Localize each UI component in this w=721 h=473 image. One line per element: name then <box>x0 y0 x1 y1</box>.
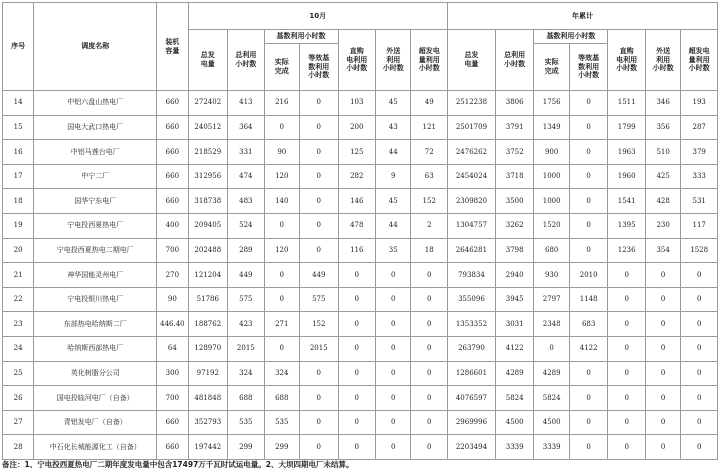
table-cell: 21 <box>3 263 34 288</box>
table-cell: 0 <box>411 435 448 460</box>
table-cell: 0 <box>569 361 608 386</box>
table-cell: 1963 <box>608 140 646 165</box>
cell-plant-name: 中铝六盘山热电厂 <box>34 91 157 116</box>
table-row <box>3 361 718 386</box>
table-cell: 1541 <box>608 189 646 214</box>
table-cell: 0 <box>264 287 299 312</box>
table-cell: 0 <box>376 336 411 361</box>
table-cell: 0 <box>569 410 608 435</box>
header-ytd-group: 年累计 <box>447 3 717 30</box>
table-cell: 379 <box>681 140 718 165</box>
table-cell: 660 <box>157 435 188 460</box>
header-capacity: 装机 容量 <box>157 3 188 91</box>
table-cell: 510 <box>645 140 680 165</box>
table-cell: 202488 <box>188 238 228 263</box>
table-cell: 2010 <box>569 263 608 288</box>
table-cell: 121204 <box>188 263 228 288</box>
cell-plant-name: 中宁二厂 <box>34 164 157 189</box>
table-cell: 0 <box>569 140 608 165</box>
table-cell: 63 <box>411 164 448 189</box>
table-cell: 19 <box>3 213 34 238</box>
table-cell: 3752 <box>495 140 534 165</box>
table-cell: 0 <box>645 361 680 386</box>
table-cell: 125 <box>338 140 376 165</box>
cell-plant-name: 国华宁东电厂 <box>34 189 157 214</box>
table-cell: 0 <box>338 336 376 361</box>
table-row <box>3 410 718 435</box>
table-cell: 0 <box>338 435 376 460</box>
table-row <box>3 336 718 361</box>
header-actual: 实际 完成 <box>264 44 299 91</box>
table-cell: 2454024 <box>447 164 495 189</box>
table-cell: 188762 <box>188 312 228 337</box>
cell-plant-name: 宁电投西夏热电厂 <box>34 213 157 238</box>
table-cell: 51786 <box>188 287 228 312</box>
table-cell: 575 <box>299 287 338 312</box>
table-cell: 200 <box>338 115 376 140</box>
table-cell: 0 <box>681 263 718 288</box>
table-cell: 660 <box>157 91 188 116</box>
table-cell: 481848 <box>188 386 228 411</box>
generation-table <box>2 2 718 460</box>
table-cell: 423 <box>228 312 264 337</box>
table-cell: 3806 <box>495 91 534 116</box>
table-cell: 535 <box>228 410 264 435</box>
header-month-group: 10月 <box>188 3 447 30</box>
table-cell: 282 <box>338 164 376 189</box>
table-cell: 2476262 <box>447 140 495 165</box>
table-cell: 0 <box>376 410 411 435</box>
table-cell: 0 <box>645 435 680 460</box>
table-row <box>3 140 718 165</box>
table-cell: 4289 <box>534 361 569 386</box>
table-cell: 324 <box>264 361 299 386</box>
table-cell: 4076597 <box>447 386 495 411</box>
table-cell: 90 <box>264 140 299 165</box>
table-cell: 352793 <box>188 410 228 435</box>
table-cell: 24 <box>3 336 34 361</box>
cell-plant-name: 哈纳斯西部热电厂 <box>34 336 157 361</box>
table-cell: 575 <box>228 287 264 312</box>
table-cell: 15 <box>3 115 34 140</box>
table-cell: 0 <box>299 91 338 116</box>
table-cell: 287 <box>681 115 718 140</box>
table-row <box>3 263 718 288</box>
table-row <box>3 213 718 238</box>
table-cell: 209405 <box>188 213 228 238</box>
table-cell: 660 <box>157 189 188 214</box>
table-cell: 2348 <box>534 312 569 337</box>
table-cell: 660 <box>157 164 188 189</box>
header-total-hours: 总利用 小时数 <box>228 30 264 91</box>
table-cell: 152 <box>299 312 338 337</box>
table-cell: 3791 <box>495 115 534 140</box>
table-cell: 1286601 <box>447 361 495 386</box>
table-cell: 0 <box>645 287 680 312</box>
table-cell: 45 <box>376 91 411 116</box>
table-cell: 44 <box>376 140 411 165</box>
table-cell: 0 <box>681 336 718 361</box>
table-cell: 103 <box>338 91 376 116</box>
table-cell: 270 <box>157 263 188 288</box>
table-cell: 5824 <box>534 386 569 411</box>
table-cell: 0 <box>681 410 718 435</box>
table-cell: 1349 <box>534 115 569 140</box>
table-cell: 400 <box>157 213 188 238</box>
header-excess: 超发电 量利用 小时数 <box>411 30 448 91</box>
table-cell: 116 <box>338 238 376 263</box>
table-cell: 20 <box>3 238 34 263</box>
table-cell: 16 <box>3 140 34 165</box>
table-cell: 312956 <box>188 164 228 189</box>
header-ytd-direct: 直购 电利用 小时数 <box>608 30 646 91</box>
table-row <box>3 189 718 214</box>
table-cell: 0 <box>534 336 569 361</box>
table-cell: 0 <box>569 115 608 140</box>
table-row <box>3 91 718 116</box>
table-cell: 0 <box>264 263 299 288</box>
table-cell: 0 <box>608 361 646 386</box>
header-ytd-excess: 超发电 量利用 小时数 <box>681 30 718 91</box>
table-row <box>3 386 718 411</box>
cell-plant-name: 中石化长城能源化工（自备） <box>34 435 157 460</box>
table-cell: 2501709 <box>447 115 495 140</box>
table-cell: 14 <box>3 91 34 116</box>
table-cell: 72 <box>411 140 448 165</box>
table-cell: 0 <box>681 287 718 312</box>
table-cell: 3945 <box>495 287 534 312</box>
table-cell: 413 <box>228 91 264 116</box>
table-cell: 660 <box>157 410 188 435</box>
table-cell: 4122 <box>495 336 534 361</box>
table-cell: 324 <box>228 361 264 386</box>
table-cell: 354 <box>645 238 680 263</box>
table-cell: 1395 <box>608 213 646 238</box>
header-ytd-total-hours: 总利用 小时数 <box>495 30 534 91</box>
table-cell: 3339 <box>495 435 534 460</box>
table-cell: 1236 <box>608 238 646 263</box>
table-cell: 64 <box>157 336 188 361</box>
table-cell: 0 <box>376 361 411 386</box>
table-cell: 0 <box>376 386 411 411</box>
table-cell: 355096 <box>447 287 495 312</box>
table-cell: 263790 <box>447 336 495 361</box>
table-cell: 45 <box>376 189 411 214</box>
table-row <box>3 115 718 140</box>
table-cell: 18 <box>411 238 448 263</box>
table-cell: 346 <box>645 91 680 116</box>
table-cell: 299 <box>264 435 299 460</box>
table-cell: 23 <box>3 312 34 337</box>
table-cell: 483 <box>228 189 264 214</box>
header-ytd-base-group: 基数利用小时数 <box>534 30 608 44</box>
cell-plant-name: 国电大武口热电厂 <box>34 115 157 140</box>
table-cell: 0 <box>645 410 680 435</box>
header-ytd-actual: 实际 完成 <box>534 44 569 91</box>
cell-plant-name: 宁电投西夏热电二期电厂 <box>34 238 157 263</box>
table-cell: 900 <box>534 140 569 165</box>
table-cell: 0 <box>608 386 646 411</box>
header-base-group: 基数利用小时数 <box>264 30 338 44</box>
table-cell: 474 <box>228 164 264 189</box>
table-body <box>3 91 718 460</box>
table-cell: 3798 <box>495 238 534 263</box>
table-row <box>3 238 718 263</box>
table-cell: 2015 <box>299 336 338 361</box>
table-cell: 146 <box>338 189 376 214</box>
table-cell: 0 <box>681 312 718 337</box>
table-cell: 0 <box>608 410 646 435</box>
table-cell: 1520 <box>534 213 569 238</box>
table-cell: 35 <box>376 238 411 263</box>
cell-plant-name: 神华国能灵州电厂 <box>34 263 157 288</box>
table-cell: 140 <box>264 189 299 214</box>
table-row <box>3 287 718 312</box>
table-cell: 240512 <box>188 115 228 140</box>
table-cell: 0 <box>569 91 608 116</box>
cell-plant-name: 国电投临河电厂（自备） <box>34 386 157 411</box>
table-cell: 0 <box>569 238 608 263</box>
table-cell: 0 <box>299 386 338 411</box>
table-cell: 0 <box>299 435 338 460</box>
header-equivalent: 等效基 数利用 小时数 <box>299 44 338 91</box>
footnote: 备注：1、宁电投西夏热电厂二期年度发电量中包含17497万千瓦时试运电量。2、大坝四期电厂未结算。 <box>2 460 354 469</box>
table-cell: 5824 <box>495 386 534 411</box>
table-cell: 271 <box>264 312 299 337</box>
table-cell: 216 <box>264 91 299 116</box>
header-direct: 直购 电利用 小时数 <box>338 30 376 91</box>
table-cell: 0 <box>376 263 411 288</box>
table-cell: 425 <box>645 164 680 189</box>
table-cell: 0 <box>608 435 646 460</box>
table-cell: 4500 <box>495 410 534 435</box>
table-cell: 680 <box>534 238 569 263</box>
table-cell: 1353352 <box>447 312 495 337</box>
table-cell: 0 <box>299 115 338 140</box>
table-cell: 793834 <box>447 263 495 288</box>
table-cell: 688 <box>228 386 264 411</box>
table-cell: 1799 <box>608 115 646 140</box>
table-cell: 331 <box>228 140 264 165</box>
table-cell: 4500 <box>534 410 569 435</box>
table-cell: 0 <box>645 336 680 361</box>
table-cell: 0 <box>681 386 718 411</box>
table-cell: 97192 <box>188 361 228 386</box>
table-cell: 128970 <box>188 336 228 361</box>
cell-plant-name: 宁电投银川热电厂 <box>34 287 157 312</box>
table-row <box>3 312 718 337</box>
table-cell: 3718 <box>495 164 534 189</box>
table-cell: 0 <box>338 312 376 337</box>
header-export: 外送 利用 小时数 <box>376 30 411 91</box>
table-row <box>3 164 718 189</box>
table-cell: 230 <box>645 213 680 238</box>
table-cell: 700 <box>157 238 188 263</box>
table-cell: 120 <box>264 238 299 263</box>
table-cell: 0 <box>299 164 338 189</box>
table-cell: 289 <box>228 238 264 263</box>
table-cell: 2940 <box>495 263 534 288</box>
table-cell: 4122 <box>569 336 608 361</box>
table-cell: 1960 <box>608 164 646 189</box>
table-cell: 660 <box>157 115 188 140</box>
table-cell: 428 <box>645 189 680 214</box>
table-cell: 688 <box>264 386 299 411</box>
table-cell: 0 <box>299 410 338 435</box>
table-cell: 1148 <box>569 287 608 312</box>
table-cell: 0 <box>569 213 608 238</box>
table-cell: 3262 <box>495 213 534 238</box>
table-cell: 0 <box>264 115 299 140</box>
table-cell: 299 <box>228 435 264 460</box>
header-ytd-total-gen: 总发 电量 <box>447 30 495 91</box>
table-cell: 318738 <box>188 189 228 214</box>
table-cell: 535 <box>264 410 299 435</box>
table-cell: 3500 <box>495 189 534 214</box>
table-cell: 0 <box>299 238 338 263</box>
table-cell: 0 <box>608 263 646 288</box>
table-cell: 3339 <box>534 435 569 460</box>
table-cell: 18 <box>3 189 34 214</box>
table-cell: 0 <box>376 435 411 460</box>
table-cell: 0 <box>411 263 448 288</box>
table-cell: 0 <box>411 410 448 435</box>
table-cell: 930 <box>534 263 569 288</box>
table-cell: 449 <box>228 263 264 288</box>
table-cell: 3031 <box>495 312 534 337</box>
table-cell: 1000 <box>534 164 569 189</box>
table-cell: 2512238 <box>447 91 495 116</box>
table-cell: 2797 <box>534 287 569 312</box>
table-cell: 0 <box>338 386 376 411</box>
table-cell: 700 <box>157 386 188 411</box>
header-ytd-export: 外送 利用 小时数 <box>645 30 680 91</box>
table-cell: 2 <box>411 213 448 238</box>
table-cell: 0 <box>299 140 338 165</box>
table-cell: 0 <box>411 386 448 411</box>
table-cell: 120 <box>264 164 299 189</box>
header-ytd-equivalent: 等效基 数利用 小时数 <box>569 44 608 91</box>
table-cell: 446.40 <box>157 312 188 337</box>
table-cell: 27 <box>3 410 34 435</box>
header-seq: 序号 <box>3 3 34 91</box>
table-row <box>3 435 718 460</box>
table-cell: 0 <box>299 361 338 386</box>
table-cell: 26 <box>3 386 34 411</box>
table-cell: 1511 <box>608 91 646 116</box>
table-cell: 43 <box>376 115 411 140</box>
table-cell: 0 <box>376 287 411 312</box>
table-cell: 333 <box>681 164 718 189</box>
cell-plant-name: 中铝马莲台电厂 <box>34 140 157 165</box>
table-cell: 0 <box>299 213 338 238</box>
table-cell: 218529 <box>188 140 228 165</box>
table-cell: 300 <box>157 361 188 386</box>
table-cell: 197442 <box>188 435 228 460</box>
table-cell: 0 <box>645 263 680 288</box>
table-cell: 0 <box>411 287 448 312</box>
table-cell: 0 <box>608 312 646 337</box>
table-cell: 2015 <box>228 336 264 361</box>
table-cell: 0 <box>681 435 718 460</box>
table-cell: 0 <box>645 386 680 411</box>
table-cell: 1528 <box>681 238 718 263</box>
table-cell: 0 <box>569 164 608 189</box>
table-cell: 2309820 <box>447 189 495 214</box>
table-cell: 193 <box>681 91 718 116</box>
table-cell: 1304757 <box>447 213 495 238</box>
table-cell: 117 <box>681 213 718 238</box>
table-cell: 0 <box>264 336 299 361</box>
table-cell: 0 <box>264 213 299 238</box>
table-cell: 449 <box>299 263 338 288</box>
table-cell: 0 <box>411 361 448 386</box>
table-cell: 272402 <box>188 91 228 116</box>
table-cell: 152 <box>411 189 448 214</box>
table-cell: 1756 <box>534 91 569 116</box>
cell-plant-name: 青铝发电厂（自备） <box>34 410 157 435</box>
table-cell: 0 <box>411 312 448 337</box>
table-cell: 0 <box>608 336 646 361</box>
table-cell: 2646281 <box>447 238 495 263</box>
table-cell: 683 <box>569 312 608 337</box>
table-cell: 4289 <box>495 361 534 386</box>
table-cell: 2203494 <box>447 435 495 460</box>
header-name: 调度名称 <box>34 3 157 91</box>
cell-plant-name: 东部热电哈纳斯二厂 <box>34 312 157 337</box>
table-cell: 660 <box>157 140 188 165</box>
table-cell: 1000 <box>534 189 569 214</box>
cell-plant-name: 英化树脂分公司 <box>34 361 157 386</box>
table-cell: 524 <box>228 213 264 238</box>
table-cell: 364 <box>228 115 264 140</box>
table-cell: 0 <box>569 435 608 460</box>
table-cell: 28 <box>3 435 34 460</box>
table-cell: 0 <box>338 287 376 312</box>
table-cell: 49 <box>411 91 448 116</box>
header-total-gen: 总发 电量 <box>188 30 228 91</box>
table-cell: 0 <box>411 336 448 361</box>
table-cell: 0 <box>608 287 646 312</box>
table-cell: 0 <box>299 189 338 214</box>
table-cell: 9 <box>376 164 411 189</box>
table-cell: 17 <box>3 164 34 189</box>
table-cell: 531 <box>681 189 718 214</box>
table-cell: 90 <box>157 287 188 312</box>
table-cell: 2969996 <box>447 410 495 435</box>
table-cell: 478 <box>338 213 376 238</box>
table-cell: 0 <box>338 263 376 288</box>
table-cell: 44 <box>376 213 411 238</box>
table-cell: 0 <box>569 386 608 411</box>
table-cell: 25 <box>3 361 34 386</box>
table-cell: 0 <box>338 361 376 386</box>
table-cell: 22 <box>3 287 34 312</box>
table-cell: 0 <box>569 189 608 214</box>
table-cell: 356 <box>645 115 680 140</box>
table-cell: 121 <box>411 115 448 140</box>
table-cell: 0 <box>681 361 718 386</box>
table-cell: 0 <box>376 312 411 337</box>
table-cell: 0 <box>645 312 680 337</box>
table-cell: 0 <box>338 410 376 435</box>
